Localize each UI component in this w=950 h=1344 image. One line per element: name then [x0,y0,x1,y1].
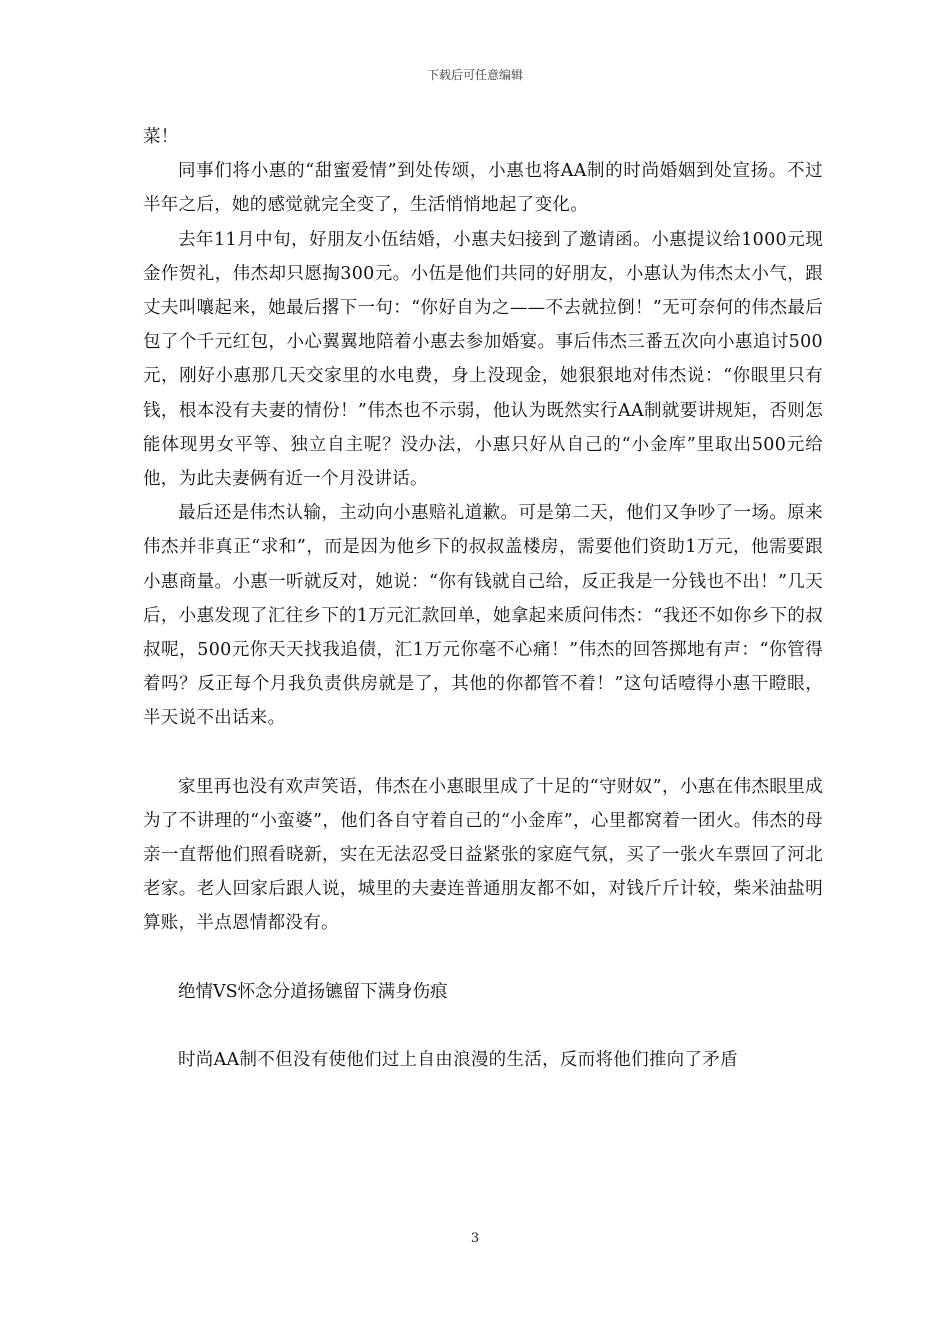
spacer [143,1009,823,1043]
paragraph-2: 去年11月中旬，好朋友小伍结婚，小惠夫妇接到了邀请函。小惠提议给1000元现金作贺礼，伟杰却只愿掏300元。小伍是他们共同的好朋友，小惠认为伟杰太小气，跟丈夫叫嚷起来，她最后撂下一句：“你好自为之——不去就拉倒！”无可奈何的伟杰最后包了个千元红包，小心翼翼地陪着小惠去参加婚宴。事后伟杰三番五次向小惠追讨500元，刚好小惠那几天交家里的水电费，身上没现金，她狠狠地对伟杰说：“你眼里只有钱，根本没有夫妻的情份！”伟杰也不示弱，他认为既然实行AA制就要讲规矩，否则怎能体现男女平等、独立自主呢？没办法，小惠只好从自己的“小金库”里取出500元给他，为此夫妻俩有近一个月没讲话。 [143,229,823,490]
document-body [143,120,823,1077]
paragraph-1: 同事们将小惠的“甜蜜爱情”到处传颂，小惠也将AA制的时尚婚姻到处宣扬。不过半年之后，她的感觉就完全变了，生活悄悄地起了变化。 [143,161,823,216]
section-heading: 绝情VS怀念分道扬镳留下满身伤痕 [178,981,448,1002]
spacer [143,941,823,975]
paragraph-4: 家里再也没有欢声笑语，伟杰在小惠眼里成了十足的“守财奴”，小惠在伟杰眼里成为了不讲理的“小蛮婆”，他们各自守着自己的“小金库”，心里都窝着一团火。伟杰的母亲一直帮他们照看晓新，实在无法忍受日益紧张的家庭气氛，买了一张火车票回了河北老家。老人回家后跟人说，城里的夫妻连普通朋友都不如，对钱斤斤计较，柴米油盐明算账，半点恩情都没有。 [143,776,823,934]
paragraph-5: 时尚AA制不但没有使他们过上自由浪漫的生活，反而将他们推向了矛盾 [178,1049,738,1070]
paragraph-3: 最后还是伟杰认输，主动向小惠赔礼道歉。可是第二天，他们又争吵了一场。原来伟杰并非真正“求和”，而是因为他乡下的叔叔盖楼房，需要他们资助1万元，他需要跟小惠商量。小惠一听就反对，她说：“你有钱就自己给，反正我是一分钱也不出！”几天后，小惠发现了汇往乡下的1万元汇款回单，她拿起来质问伟杰：“我还不如你乡下的叔叔呢，500元你天天找我追债，汇1万元你毫不心痛！”伟杰的回答掷地有声：“你管得着吗？反正每个月我负责供房就是了，其他的你都管不着！”这句话噎得小惠干瞪眼，半天说不出话来。 [143,503,823,729]
page-header: 下载后可任意编辑 [426,68,523,82]
paragraph-continuation: 菜！ [143,127,179,147]
spacer [143,736,823,770]
page-number: 3 [470,1231,480,1246]
